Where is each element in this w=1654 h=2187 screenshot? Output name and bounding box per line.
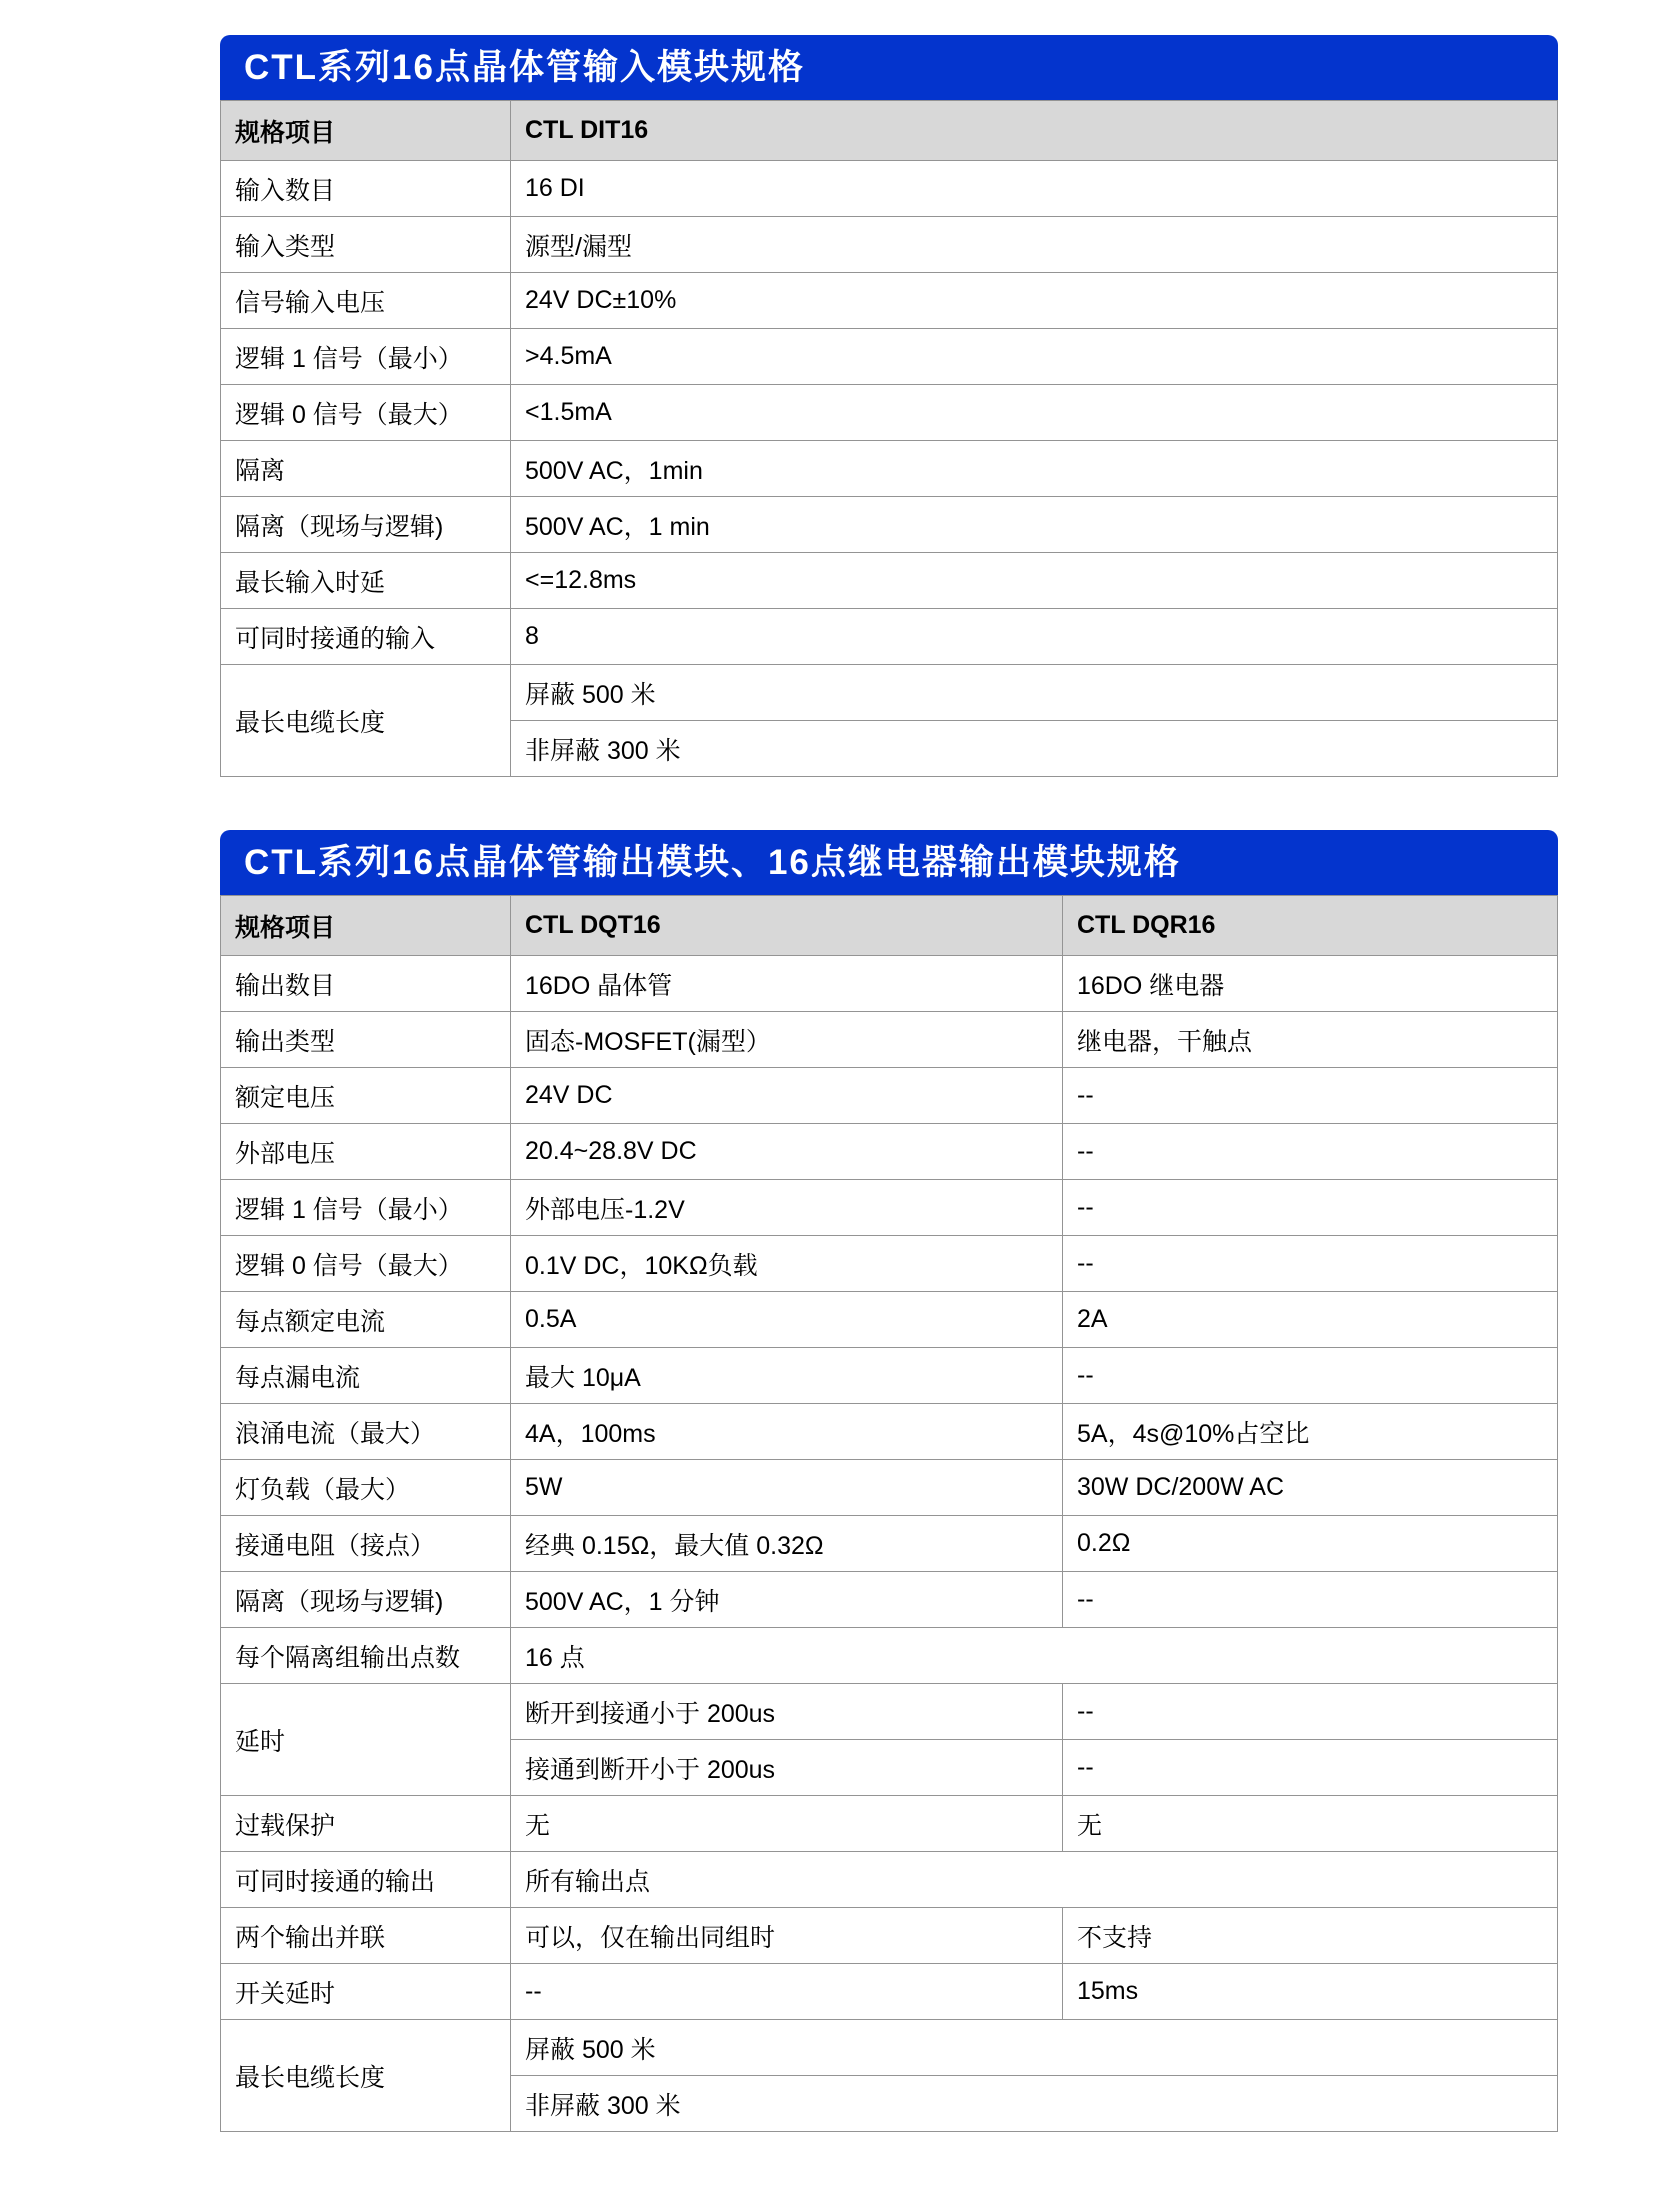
spec-value-cell: 固态-MOSFET(漏型）: [511, 1012, 1063, 1068]
table-row: [221, 1404, 1558, 1460]
spec-value-cell: 无: [1063, 1796, 1558, 1852]
spec-value-cell: 20.4~28.8V DC: [511, 1124, 1063, 1180]
spec-value-cell: 非屏蔽 300 米: [511, 721, 1558, 777]
spec-value-cell: 外部电压-1.2V: [511, 1180, 1063, 1236]
table-row: [221, 441, 1558, 497]
column-header-spec-item: 规格项目: [221, 896, 511, 956]
spec-label-cell: 输入类型: [221, 217, 511, 273]
spec-value-cell: 继电器，干触点: [1063, 1012, 1558, 1068]
spec-label-cell: 可同时接通的输出: [221, 1852, 511, 1908]
spec-value-cell: 所有输出点: [511, 1852, 1558, 1908]
spec-label-cell: 逻辑 1 信号（最小）: [221, 1180, 511, 1236]
spec-value-cell: 不支持: [1063, 1908, 1558, 1964]
spec-label-cell: 隔离（现场与逻辑): [221, 497, 511, 553]
spec-value-cell: 5W: [511, 1460, 1063, 1516]
column-header-model-dqt16: CTL DQT16: [511, 896, 1063, 956]
spec-value-cell: 屏蔽 500 米: [511, 2020, 1558, 2076]
column-header-model-dqr16: CTL DQR16: [1063, 896, 1558, 956]
spec-value-cell: 500V AC，1 min: [511, 497, 1558, 553]
spec-label-cell: 逻辑 0 信号（最大）: [221, 1236, 511, 1292]
table-row: [221, 1068, 1558, 1124]
spec-value-cell: 无: [511, 1796, 1063, 1852]
spec-value-cell: 非屏蔽 300 米: [511, 2076, 1558, 2132]
input-module-spec-table: [220, 100, 1558, 777]
output-module-title-bar: CTL系列16点晶体管输出模块、16点继电器输出模块规格: [220, 830, 1558, 895]
spec-value-cell: 16DO 继电器: [1063, 956, 1558, 1012]
table-row: [221, 1012, 1558, 1068]
spec-label-cell: 最长输入时延: [221, 553, 511, 609]
spec-label-cell: 输入数目: [221, 161, 511, 217]
spec-value-cell: >4.5mA: [511, 329, 1558, 385]
spec-label-cell: 输出类型: [221, 1012, 511, 1068]
table-row: [221, 1180, 1558, 1236]
spec-value-cell: 16 点: [511, 1628, 1558, 1684]
spec-value-cell: --: [1063, 1180, 1558, 1236]
spec-label-cell: 灯负载（最大）: [221, 1460, 511, 1516]
spec-value-cell: 500V AC，1 分钟: [511, 1572, 1063, 1628]
spec-label-cell: 开关延时: [221, 1964, 511, 2020]
table-row: [221, 273, 1558, 329]
spec-value-cell: 屏蔽 500 米: [511, 665, 1558, 721]
spec-label-cell: 延时: [221, 1684, 511, 1796]
spec-label-cell: 逻辑 0 信号（最大）: [221, 385, 511, 441]
table-row: [221, 1292, 1558, 1348]
table-row: [221, 161, 1558, 217]
spec-label-cell: 每点额定电流: [221, 1292, 511, 1348]
spec-label-cell: 接通电阻（接点）: [221, 1516, 511, 1572]
column-header-spec-item: 规格项目: [221, 101, 511, 161]
spec-label-cell: 额定电压: [221, 1068, 511, 1124]
spec-value-cell: <=12.8ms: [511, 553, 1558, 609]
table-row: [221, 1460, 1558, 1516]
spec-value-cell: --: [1063, 1572, 1558, 1628]
spec-value-cell: 最大 10μA: [511, 1348, 1063, 1404]
table-row: [221, 1852, 1558, 1908]
spec-value-cell: 0.1V DC，10KΩ负载: [511, 1236, 1063, 1292]
table-row: [221, 553, 1558, 609]
table-row: [221, 1796, 1558, 1852]
spec-label-cell: 逻辑 1 信号（最小）: [221, 329, 511, 385]
spec-label-cell: 每个隔离组输出点数: [221, 1628, 511, 1684]
spec-label-cell: 两个输出并联: [221, 1908, 511, 1964]
spec-value-cell: --: [1063, 1124, 1558, 1180]
table-row: [221, 385, 1558, 441]
spec-value-cell: --: [1063, 1684, 1558, 1740]
output-module-spec-table: [220, 895, 1558, 2132]
spec-label-cell: 外部电压: [221, 1124, 511, 1180]
spec-value-cell: --: [511, 1964, 1063, 2020]
table-row: [221, 1572, 1558, 1628]
spec-value-cell: 0.2Ω: [1063, 1516, 1558, 1572]
table-row: [221, 2020, 1558, 2076]
header-row: [221, 896, 1558, 956]
spec-value-cell: 可以，仅在输出同组时: [511, 1908, 1063, 1964]
spec-value-cell: 经典 0.15Ω，最大值 0.32Ω: [511, 1516, 1063, 1572]
spec-label-cell: 可同时接通的输入: [221, 609, 511, 665]
spec-value-cell: 4A，100ms: [511, 1404, 1063, 1460]
spec-value-cell: 8: [511, 609, 1558, 665]
table-row: [221, 956, 1558, 1012]
spec-label-cell: 隔离（现场与逻辑): [221, 1572, 511, 1628]
table-row: [221, 1908, 1558, 1964]
output-module-spec-section: [220, 830, 1558, 2132]
table-row: [221, 1348, 1558, 1404]
table-row: [221, 1124, 1558, 1180]
table-row: [221, 329, 1558, 385]
table-row: [221, 1516, 1558, 1572]
spec-label-cell: 输出数目: [221, 956, 511, 1012]
spec-label-cell: 浪涌电流（最大）: [221, 1404, 511, 1460]
spec-label-cell: 隔离: [221, 441, 511, 497]
spec-label-cell: 过载保护: [221, 1796, 511, 1852]
table-row: [221, 1684, 1558, 1740]
table-row: [221, 1628, 1558, 1684]
spec-value-cell: 24V DC±10%: [511, 273, 1558, 329]
table-row: [221, 1236, 1558, 1292]
spec-value-cell: 16 DI: [511, 161, 1558, 217]
input-module-title-bar: CTL系列16点晶体管输入模块规格: [220, 35, 1558, 100]
table-row: [221, 497, 1558, 553]
spec-value-cell: 30W DC/200W AC: [1063, 1460, 1558, 1516]
spec-value-cell: --: [1063, 1068, 1558, 1124]
spec-value-cell: --: [1063, 1348, 1558, 1404]
spec-value-cell: 断开到接通小于 200us: [511, 1684, 1063, 1740]
table-row: [221, 217, 1558, 273]
spec-label-cell: 最长电缆长度: [221, 2020, 511, 2132]
table-row: [221, 665, 1558, 721]
spec-label-cell: 最长电缆长度: [221, 665, 511, 777]
spec-value-cell: --: [1063, 1236, 1558, 1292]
spec-value-cell: 接通到断开小于 200us: [511, 1740, 1063, 1796]
header-row: [221, 101, 1558, 161]
spec-value-cell: 5A，4s@10%占空比: [1063, 1404, 1558, 1460]
spec-label-cell: 每点漏电流: [221, 1348, 511, 1404]
input-module-spec-section: [220, 35, 1558, 777]
spec-value-cell: 源型/漏型: [511, 217, 1558, 273]
spec-value-cell: 2A: [1063, 1292, 1558, 1348]
spec-value-cell: 24V DC: [511, 1068, 1063, 1124]
spec-value-cell: 0.5A: [511, 1292, 1063, 1348]
spec-value-cell: 500V AC，1min: [511, 441, 1558, 497]
table-row: [221, 609, 1558, 665]
spec-value-cell: --: [1063, 1740, 1558, 1796]
table-row: [221, 1964, 1558, 2020]
spec-value-cell: 15ms: [1063, 1964, 1558, 2020]
spec-value-cell: <1.5mA: [511, 385, 1558, 441]
spec-label-cell: 信号输入电压: [221, 273, 511, 329]
column-header-model: CTL DIT16: [511, 101, 1558, 161]
spec-value-cell: 16DO 晶体管: [511, 956, 1063, 1012]
